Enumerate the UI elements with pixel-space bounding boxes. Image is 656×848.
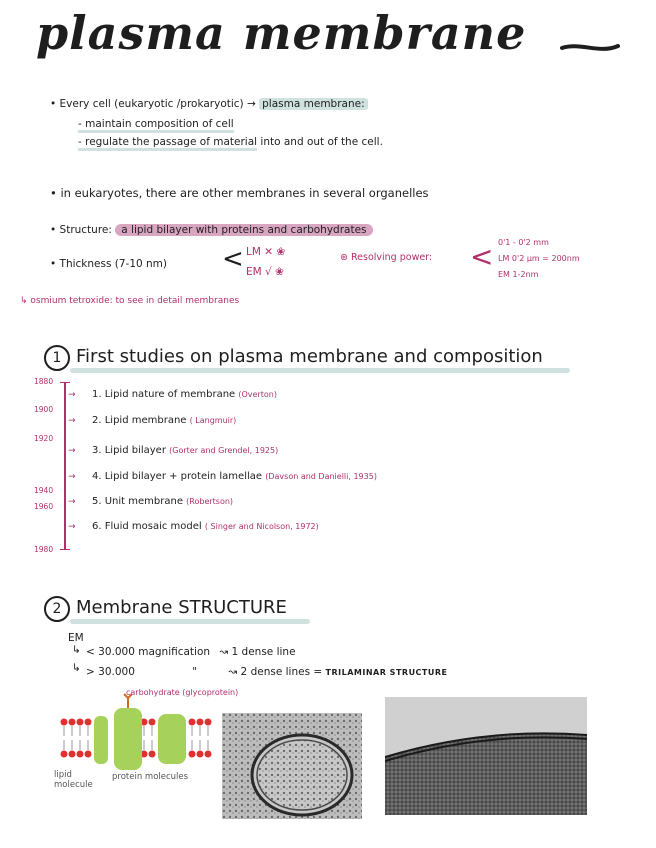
year-label: 1900 <box>34 405 54 414</box>
section1-underline <box>70 368 570 373</box>
intro-line1-text: • Every cell (eukaryotic /prokaryotic) → <box>50 98 256 110</box>
timeline-axis <box>64 382 66 550</box>
lipid-label: lipid molecule <box>54 770 93 790</box>
res-em: EM 1-2nm <box>498 270 539 279</box>
em-row2-a: > 30.000 <box>86 666 135 678</box>
section2-underline <box>70 619 310 624</box>
timeline-arrow-icon: → <box>68 390 76 400</box>
year-label: 1880 <box>34 377 54 386</box>
timeline-item-main: 3. Lipid bilayer <box>92 445 166 456</box>
plasma-membrane-highlight: plasma membrane: <box>259 98 367 110</box>
res-flower: 0'1 - 0'2 mm <box>498 238 549 247</box>
protein-channel <box>158 714 186 764</box>
timeline-tick <box>60 382 70 383</box>
intro-sub2-rest: into and out of the cell. <box>260 136 383 148</box>
timeline-item-main: 2. Lipid membrane <box>92 415 187 426</box>
trilaminar-label: TRILAMINAR STRUCTURE <box>325 668 448 677</box>
section2-number: 2 <box>44 596 70 622</box>
year-label: 1960 <box>34 502 54 511</box>
carbohydrate-label: carbohydrate (glycoprotein) <box>126 688 239 697</box>
branch-arrow-icon: ↳ <box>72 644 81 656</box>
timeline-tick <box>60 549 70 550</box>
timeline-item <box>92 415 236 426</box>
intro-sub1 <box>78 118 234 130</box>
em-row1 <box>86 646 296 658</box>
timeline-item-main: 5. Unit membrane <box>92 496 183 507</box>
branch-arrow-icon: ↳ <box>72 662 81 674</box>
page-title: plasma membrane <box>36 6 527 60</box>
timeline-item-cite: (Robertson) <box>186 497 234 506</box>
bracket-left-icon: < <box>222 244 244 274</box>
lm-line: LM ✕ ❀ <box>246 246 286 258</box>
intro-sub1-text: - maintain composition of cell <box>78 118 234 133</box>
timeline-item-cite: (Gorter and Grendel, 1925) <box>169 446 279 455</box>
title-flourish <box>560 40 620 56</box>
timeline-item <box>92 389 277 400</box>
year-label: 1940 <box>34 486 54 495</box>
resolving-label: ⊛ Resolving power: <box>340 252 433 263</box>
timeline-item-main: 1. Lipid nature of membrane <box>92 389 236 400</box>
osmium-note: ↳ osmium tetroxide: to see in detail membranes <box>20 296 240 306</box>
section2-title: Membrane STRUCTURE <box>76 597 287 618</box>
protein-large <box>114 708 142 770</box>
intro-sub2 <box>78 136 383 148</box>
section1-number: 1 <box>44 345 70 371</box>
intro-line2: • in eukaryotes, there are other membranes in several organelles <box>50 186 429 200</box>
res-lm: LM 0'2 µm = 200nm <box>498 254 580 263</box>
protein-label: protein molecules <box>112 772 189 782</box>
intro-line1 <box>50 98 368 110</box>
timeline-item <box>92 496 233 507</box>
micrograph-trilaminar <box>385 697 587 815</box>
timeline-item-main: 6. Fluid mosaic model <box>92 521 202 532</box>
timeline-item <box>92 445 278 456</box>
section1-title: First studies on plasma membrane and composition <box>76 346 543 367</box>
brace-icon: < <box>470 240 494 273</box>
timeline-item-cite: (Overton) <box>238 390 277 399</box>
timeline-arrow-icon: → <box>68 522 76 532</box>
timeline-item <box>92 521 319 532</box>
protein-small <box>94 716 108 764</box>
em-row2 <box>86 666 448 678</box>
year-label: 1920 <box>34 434 54 443</box>
timeline-arrow-icon: → <box>68 446 76 456</box>
intro-sub2-underlined: - regulate the passage of material <box>78 136 257 151</box>
thickness-label: • Thickness (7-10 nm) <box>50 258 168 270</box>
structure-line <box>50 224 373 236</box>
em-row2-ditto: " <box>192 666 198 678</box>
structure-label: • Structure: <box>50 224 112 236</box>
timeline-item-cite: (Davson and Danielli, 1935) <box>265 472 377 481</box>
timeline-item-cite: ( Langmuir) <box>189 416 237 425</box>
timeline-arrow-icon: → <box>68 497 76 507</box>
micrograph-vesicle <box>222 713 362 819</box>
timeline-item-cite: ( Singer and Nicolson, 1972) <box>204 522 319 531</box>
structure-highlight: a lipid bilayer with proteins and carbohydrates <box>115 224 372 236</box>
em-line: EM √ ❀ <box>246 266 284 278</box>
timeline-item <box>92 471 377 482</box>
timeline-arrow-icon: → <box>68 416 76 426</box>
em-row1-a: < 30.000 magnification <box>86 646 211 658</box>
em-row1-b: ↝ 1 dense line <box>219 646 296 658</box>
em-label: EM <box>68 632 84 644</box>
timeline-arrow-icon: → <box>68 472 76 482</box>
timeline-item-main: 4. Lipid bilayer + protein lamellae <box>92 471 263 482</box>
em-row2-b: ↝ 2 dense lines = <box>228 666 323 678</box>
year-label: 1980 <box>34 545 54 554</box>
